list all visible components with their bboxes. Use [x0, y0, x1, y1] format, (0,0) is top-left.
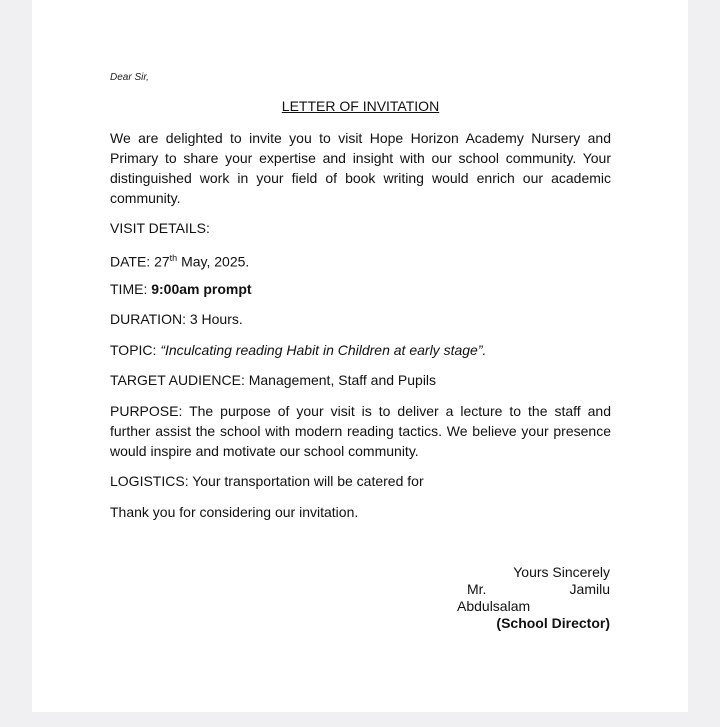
- duration-label: DURATION: [110, 311, 183, 327]
- name-prefix: Mr.: [467, 581, 487, 597]
- intro-paragraph: We are delighted to invite you to visit Hope Horizon Academy Nursery and Primary to share your expertise and insight with our school community. Your distinguished work in your field of book writing would enrich our academic community.: [110, 130, 611, 206]
- logistics-label: LOGISTICS: [110, 473, 185, 489]
- topic-label: TOPIC:: [110, 342, 157, 358]
- time-value: 9:00am prompt: [151, 281, 252, 297]
- audience-value: : Management, Staff and Pupils: [240, 372, 437, 388]
- thanks-line: Thank you for considering our invitation.: [110, 504, 359, 520]
- date-line: [110, 248, 611, 272]
- salutation: Dear Sir,: [110, 72, 149, 83]
- purpose-value: : The purpose of your visit is to deliver a lecture to the staff and further assist the school with modern reading tactics. We believe your presence would inspire and motivate our school community.: [110, 403, 611, 459]
- name-first: Jamilu: [569, 581, 610, 597]
- logistics-value: : Your transportation will be catered for: [184, 473, 424, 489]
- duration-line: [110, 309, 611, 329]
- date-day: 27: [154, 253, 170, 270]
- audience-label: TARGET AUDIENCE: [110, 372, 241, 388]
- visit-details-heading: VISIT DETAILS:: [110, 220, 210, 236]
- topic-line: [110, 340, 611, 360]
- signature-name-line: [457, 581, 610, 598]
- name-last: Abdulsalam: [457, 598, 531, 614]
- date-rest: May, 2025.: [181, 253, 250, 270]
- duration-value: : 3 Hours.: [182, 311, 243, 327]
- date-suffix: th: [169, 253, 178, 263]
- purpose-paragraph: [110, 401, 611, 461]
- time-label: TIME:: [110, 281, 148, 297]
- letter-page: [32, 0, 688, 712]
- date-label: DATE:: [110, 253, 151, 270]
- logistics-line: [110, 471, 611, 491]
- topic-value: “Inculcating reading Habit in Children at early stage”.: [160, 342, 487, 358]
- signature-block: [457, 564, 610, 632]
- letter-title: LETTER OF INVITATION: [281, 98, 440, 114]
- time-line: [110, 279, 611, 299]
- audience-line: [110, 370, 611, 390]
- closing-text: Yours Sincerely: [513, 564, 610, 580]
- purpose-label: PURPOSE: [110, 403, 179, 419]
- signatory-role: (School Director): [496, 615, 610, 631]
